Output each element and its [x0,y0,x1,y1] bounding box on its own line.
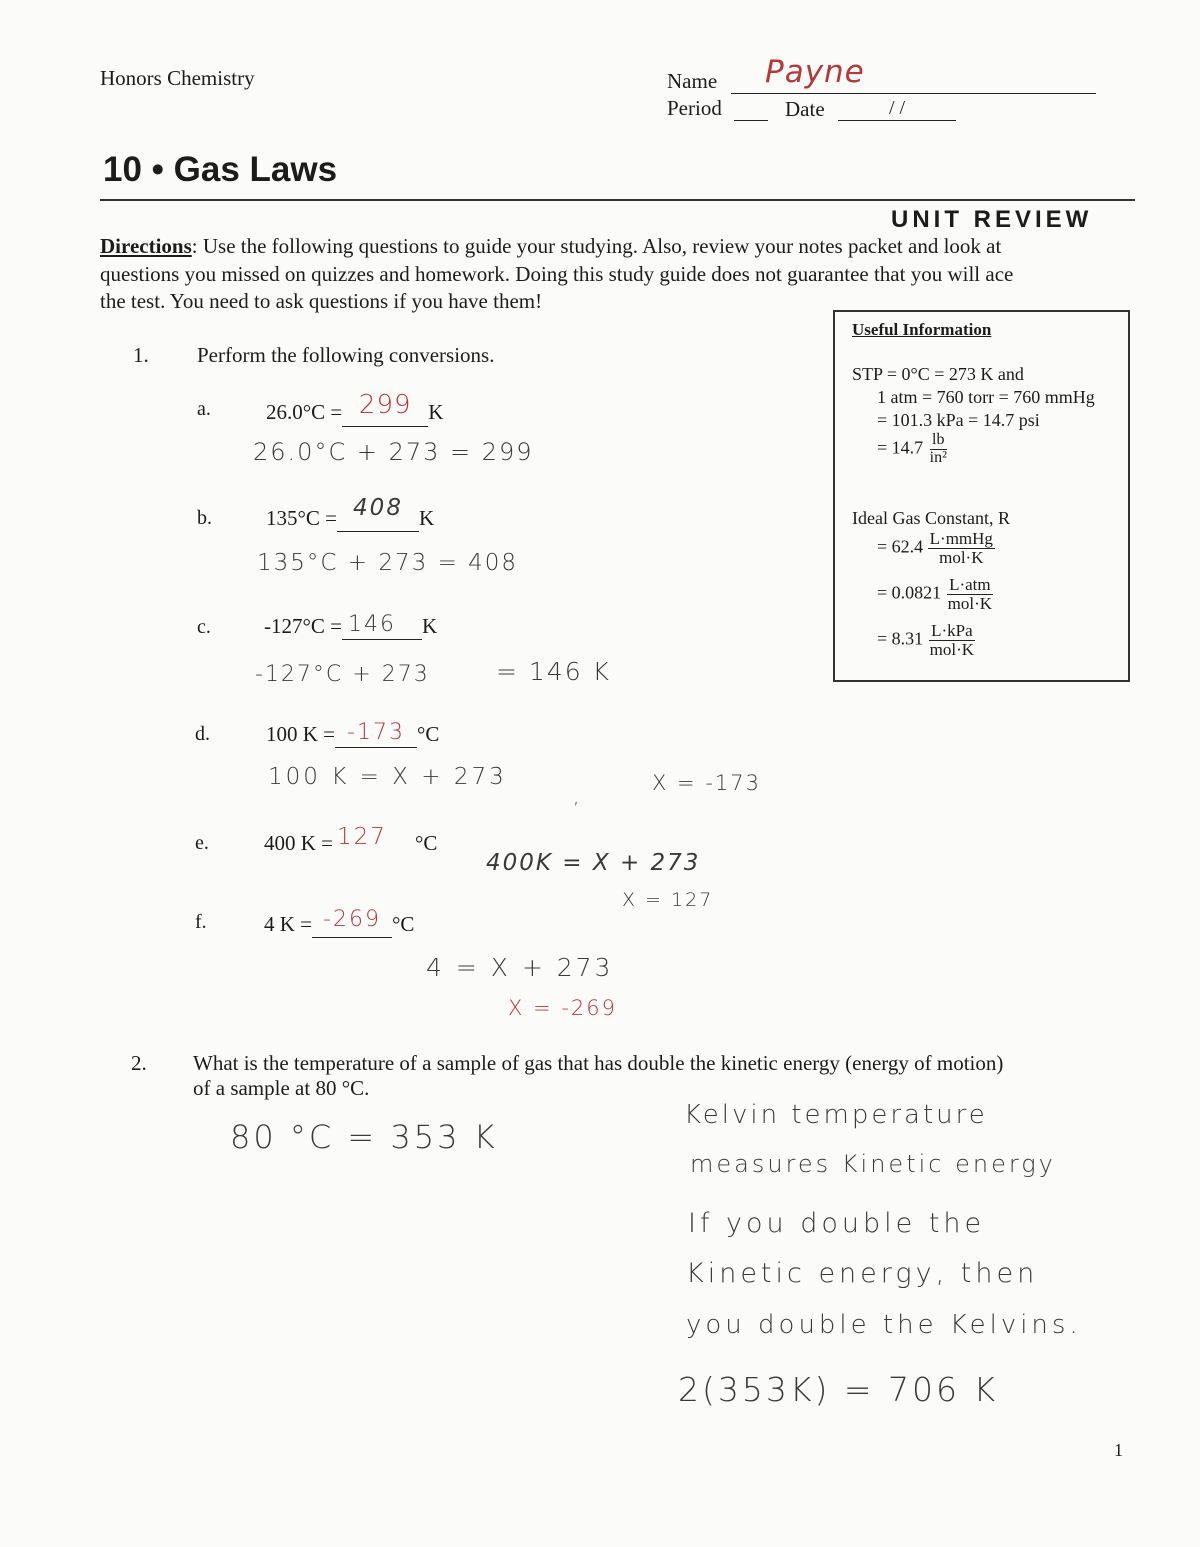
q2-explain-4: Kinetic energy, then [686,1258,1039,1289]
q2-explain-1: Kelvin temperature [684,1100,988,1130]
q1e-answer-blank[interactable] [333,824,415,857]
q1d-answer: -173 [347,720,405,745]
q1-prompt: Perform the following conversions. [197,343,495,367]
q1f-letter: f. [195,911,207,933]
q1b-work: 135°C + 273 = 408 [257,550,519,576]
directions-line-2: questions you missed on quizzes and homework. Doing this study guide does not guarantee that you will ace [100,262,1014,286]
q1f-unit: °C [392,912,415,936]
q2-number: 2. [131,1051,147,1075]
period-label: Period [667,96,722,120]
q1b-question [266,495,435,532]
q1a-work: 26.0°C + 273 = 299 [253,438,534,466]
page-number: 1 [1114,1440,1123,1460]
q1b-given: 135°C = [266,506,337,530]
q1-number: 1. [133,343,149,367]
q1f-work-1: 4 = X + 273 [426,953,614,982]
r-line-2 [877,576,994,613]
title-rule [100,199,1135,201]
q1e-unit: °C [415,831,438,855]
q1d-answer-blank[interactable] [335,722,417,748]
q1a-letter: a. [197,398,211,420]
q1d-work-2: X = -173 [652,771,761,795]
r2-prefix: = 0.0821 [877,582,942,603]
q1d-given: 100 K = [266,722,336,746]
q1f-work-2: X = -269 [508,996,617,1020]
q1f-answer-blank[interactable] [312,907,392,938]
q1c-given: -127°C = [264,614,342,638]
date-field[interactable]: / / [838,97,956,121]
r3-num: L·kPa [931,621,973,640]
q1e-answer: 127 [337,824,387,850]
name-label: Name [667,69,718,93]
q1e-letter: e. [195,832,209,854]
stp-fraction-num: lb [932,431,945,448]
q1b-unit: K [419,506,435,530]
q1a-given: 26.0°C = [266,400,343,424]
r2-fraction [946,576,994,613]
q1c-letter: c. [197,616,211,638]
q1c-work-1: -127°C + 273 [255,662,430,687]
q2-final-answer: 2(353K) = 706 K [678,1370,999,1409]
q1b-letter: b. [197,507,212,529]
q1c-answer: 146 [348,612,396,637]
q1a-unit: K [428,400,444,424]
q1d-work-comma: , [573,784,582,808]
q1a-answer: 299 [358,390,412,420]
unit-title: 10 • Gas Laws [103,150,338,189]
directions-text-1: : Use the following questions to guide your studying. Also, review your notes packet and look at [191,234,1002,258]
useful-info-box [833,310,1130,682]
q1a-question [266,390,444,427]
q2-line-1: What is the temperature of a sample of gas that has double the kinetic energy (energy of motion) [193,1051,1004,1075]
stp-line-3: = 101.3 kPa = 14.7 psi [877,410,1040,430]
stp-fraction [928,432,949,467]
r2-den: mol·K [947,593,993,613]
q2-work-conversion: 80 °C = 353 K [230,1118,498,1156]
q1b-answer-blank[interactable] [337,495,419,532]
q2-explain-5: you double the Kelvins. [686,1310,1082,1340]
r2-num: L·atm [949,575,991,594]
q1c-unit: K [422,614,438,638]
name-value: Payne [765,54,865,90]
useful-info-title: Useful Information [852,320,992,339]
q2-explain-2: measures Kinetic energy [690,1150,1056,1178]
q1d-question [266,722,439,748]
q2-explain-3: If you double the [688,1208,986,1239]
r1-num: L·mmHg [929,529,993,548]
q1d-work-1: 100 K = X + 273 [268,764,507,790]
q1f-given: 4 K = [264,912,313,936]
q1d-unit: °C [417,722,440,746]
q1e-work-2: X = 127 [622,889,714,911]
r-line-1 [877,530,995,567]
directions-line-1 [100,234,1001,259]
name-line[interactable] [731,93,1096,94]
q1f-question [264,907,415,938]
date-label: Date [785,97,825,121]
directions-label: Directions [100,234,192,258]
r3-fraction [928,622,976,659]
q1b-answer: 408 [353,495,403,521]
r3-prefix: = 8.31 [877,628,924,649]
stp-fraction-den: in² [929,448,947,466]
stp-line-1: STP = 0°C = 273 K and [852,364,1024,384]
r1-den: mol·K [939,547,984,567]
stp-line-2: 1 atm = 760 torr = 760 mmHg [877,387,1095,407]
q1a-answer-blank[interactable] [342,390,428,427]
q1e-question [264,824,438,857]
q1e-work-1: 400K = X + 273 [486,850,701,876]
r3-den: mol·K [929,639,975,659]
q2-line-2: of a sample at 80 °C. [193,1076,370,1100]
q1d-letter: d. [195,723,210,745]
r-line-3 [877,622,976,659]
q1f-answer: -269 [323,907,381,932]
q1e-given: 400 K = [264,831,334,855]
r1-fraction [928,530,995,567]
course-name: Honors Chemistry [100,66,255,90]
q1c-work-2: = 146 K [496,657,611,686]
stp-line-4-prefix: = 14.7 [877,437,924,458]
directions-line-3: the test. You need to ask questions if you have them! [100,289,543,313]
q1c-question [264,614,437,640]
unit-subtitle: UNIT REVIEW [891,206,1093,233]
r1-prefix: = 62.4 [877,536,924,557]
stp-line-4 [877,432,949,467]
q1c-answer-blank[interactable] [342,614,422,640]
r-title: Ideal Gas Constant, R [852,508,1010,528]
period-line[interactable] [734,120,768,121]
